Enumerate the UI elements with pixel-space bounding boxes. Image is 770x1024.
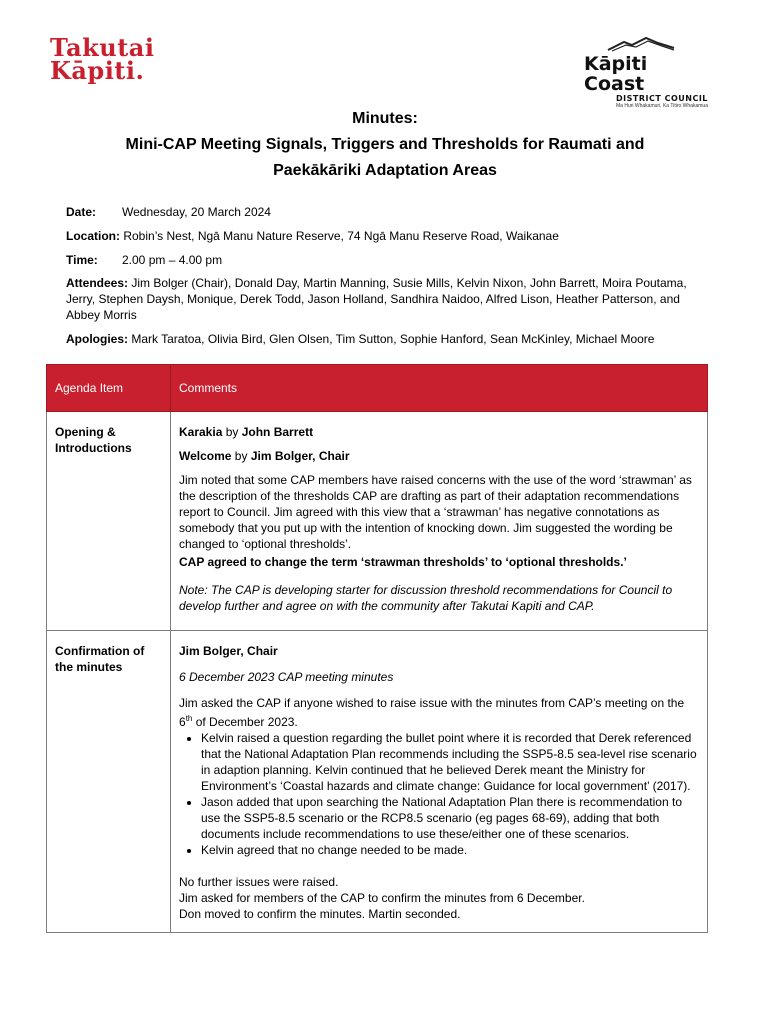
note-paragraph: Note: The CAP is developing starter for discussion threshold recommendations for Council to develop further and agree on with the community after Takutai Kapiti and CAP.: [179, 583, 673, 613]
minutes-bullet-list: [179, 730, 699, 858]
location-label: Location:: [66, 229, 120, 243]
title-line3: Paekākāriki Adaptation Areas: [273, 162, 497, 179]
welcome-label: Welcome: [179, 449, 232, 463]
title-line2: Mini-CAP Meeting Signals, Triggers and Thresholds for Raumati and: [125, 136, 645, 153]
takutai-kapiti-logo: [50, 33, 160, 85]
attendees-label: Attendees:: [66, 276, 129, 290]
karakia-by: by: [222, 425, 242, 439]
header-comments: Comments: [171, 365, 708, 412]
meta-attendees: [66, 275, 716, 323]
date-value: Wednesday, 20 March 2024: [122, 205, 271, 219]
chair-line: Jim Bolger, Chair: [179, 644, 278, 658]
table-row: [47, 631, 708, 933]
meta-location: [66, 228, 716, 244]
intro-text-a: Jim asked the CAP if anyone wished to raise issue with the minutes from CAP’s meeting on the 6: [179, 696, 685, 729]
closing-line2: Jim asked for members of the CAP to confirm the minutes from 6 December.: [179, 891, 585, 905]
strawman-paragraph: Jim noted that some CAP members have raised concerns with the use of the word ‘strawman’ as the description of the thresholds CAP are drafting as part of their adaptation recommendations report to Council. Jim agreed with this view that a ‘strawman’ has negative connotations as somebody that you put up with the intention of knocking down. Jim suggested the wording be changed to ‘optional thresholds’.: [179, 473, 692, 551]
time-label: Time:: [66, 253, 98, 267]
page-title: [40, 106, 730, 184]
mountain-logo-icon: [606, 36, 676, 52]
location-value: Robin’s Nest, Ngā Manu Nature Reserve, 74 Ngā Manu Reserve Road, Waikanae: [123, 229, 559, 243]
agenda-item-confirmation: Confirmation of the minutes: [47, 631, 171, 933]
list-item: • Kelvin raised a question regarding the bullet point where it is recorded that Derek referenced that the National Adaptation Plan recommends including the SSP5-8.5 sea-level rise scenario in adaption planning. Kelvin continued that he believed Derek meant the Ministry for Environment’s ‘Coastal hazards and climate change: Guidance for local government’ (2017).: [201, 730, 699, 794]
meta-time: [66, 252, 716, 268]
kapiti-coast-council-logo: [584, 36, 714, 109]
minutes-intro: [179, 695, 699, 730]
meta-date: [66, 204, 716, 220]
table-row: [47, 412, 708, 631]
time-value: 2.00 pm – 4.00 pm: [122, 253, 223, 267]
council-name: Kāpiti Coast: [584, 53, 648, 95]
karakia-label: Karakia: [179, 425, 223, 439]
closing-line3: Don moved to confirm the minutes. Martin seconded.: [179, 907, 461, 921]
attendees-value: Jim Bolger (Chair), Donald Day, Martin Manning, Susie Mills, Kelvin Nixon, John Barrett, Moira Poutama, Jerry, Stephen Daysh, Monique, Derek Todd, Jason Holland, Sandhira Naidoo, Alfred Lison, Heather Patterson, and Abbey Morris: [66, 276, 687, 322]
minutes-subtitle: 6 December 2023 CAP meeting minutes: [179, 670, 394, 684]
agenda-item-opening: Opening & Introductions: [47, 412, 171, 631]
agreed-statement: CAP agreed to change the term ‘strawman thresholds’ to ‘optional thresholds.’: [179, 555, 627, 569]
welcome-by: by: [231, 449, 251, 463]
closing-text: [179, 874, 699, 922]
logo-left-line2: Kāpiti.: [50, 56, 145, 85]
apologies-value: Mark Taratoa, Olivia Bird, Glen Olsen, Tim Sutton, Sophie Hanford, Sean McKinley, Michael Moore: [131, 332, 655, 346]
karakia-name: John Barrett: [241, 425, 314, 439]
welcome-name: Jim Bolger, Chair: [250, 449, 350, 463]
agenda-table: [46, 364, 708, 933]
comments-opening: [171, 412, 708, 631]
comments-confirmation: [171, 631, 708, 933]
council-subtitle: DISTRICT COUNCIL: [616, 94, 708, 103]
intro-sup: th: [185, 714, 193, 723]
apologies-label: Apologies:: [66, 332, 128, 346]
council-motto: Ma Huri Whakamuri, Ka Titiro Whakamua: [616, 103, 708, 109]
karakia-line: [179, 424, 699, 440]
table-header-row: [47, 365, 708, 412]
closing-line1: No further issues were raised.: [179, 875, 339, 889]
welcome-line: [179, 448, 699, 464]
list-item: • Kelvin agreed that no change needed to be made.: [201, 842, 699, 858]
date-label: Date:: [66, 205, 97, 219]
intro-text-b: of December 2023.: [192, 715, 298, 729]
list-item: • Jason added that upon searching the National Adaptation Plan there is recommendation to use the SSP5-8.5 scenario or the RCP8.5 scenario (eg pages 68-69), adding that both documents include recommendations to use these/either one of these scenarios.: [201, 794, 699, 842]
meta-apologies: [66, 331, 716, 347]
title-line1: Minutes:: [352, 110, 418, 127]
header-agenda-item: Agenda Item: [47, 365, 171, 412]
logo-left-line1: Takutai: [50, 33, 155, 62]
